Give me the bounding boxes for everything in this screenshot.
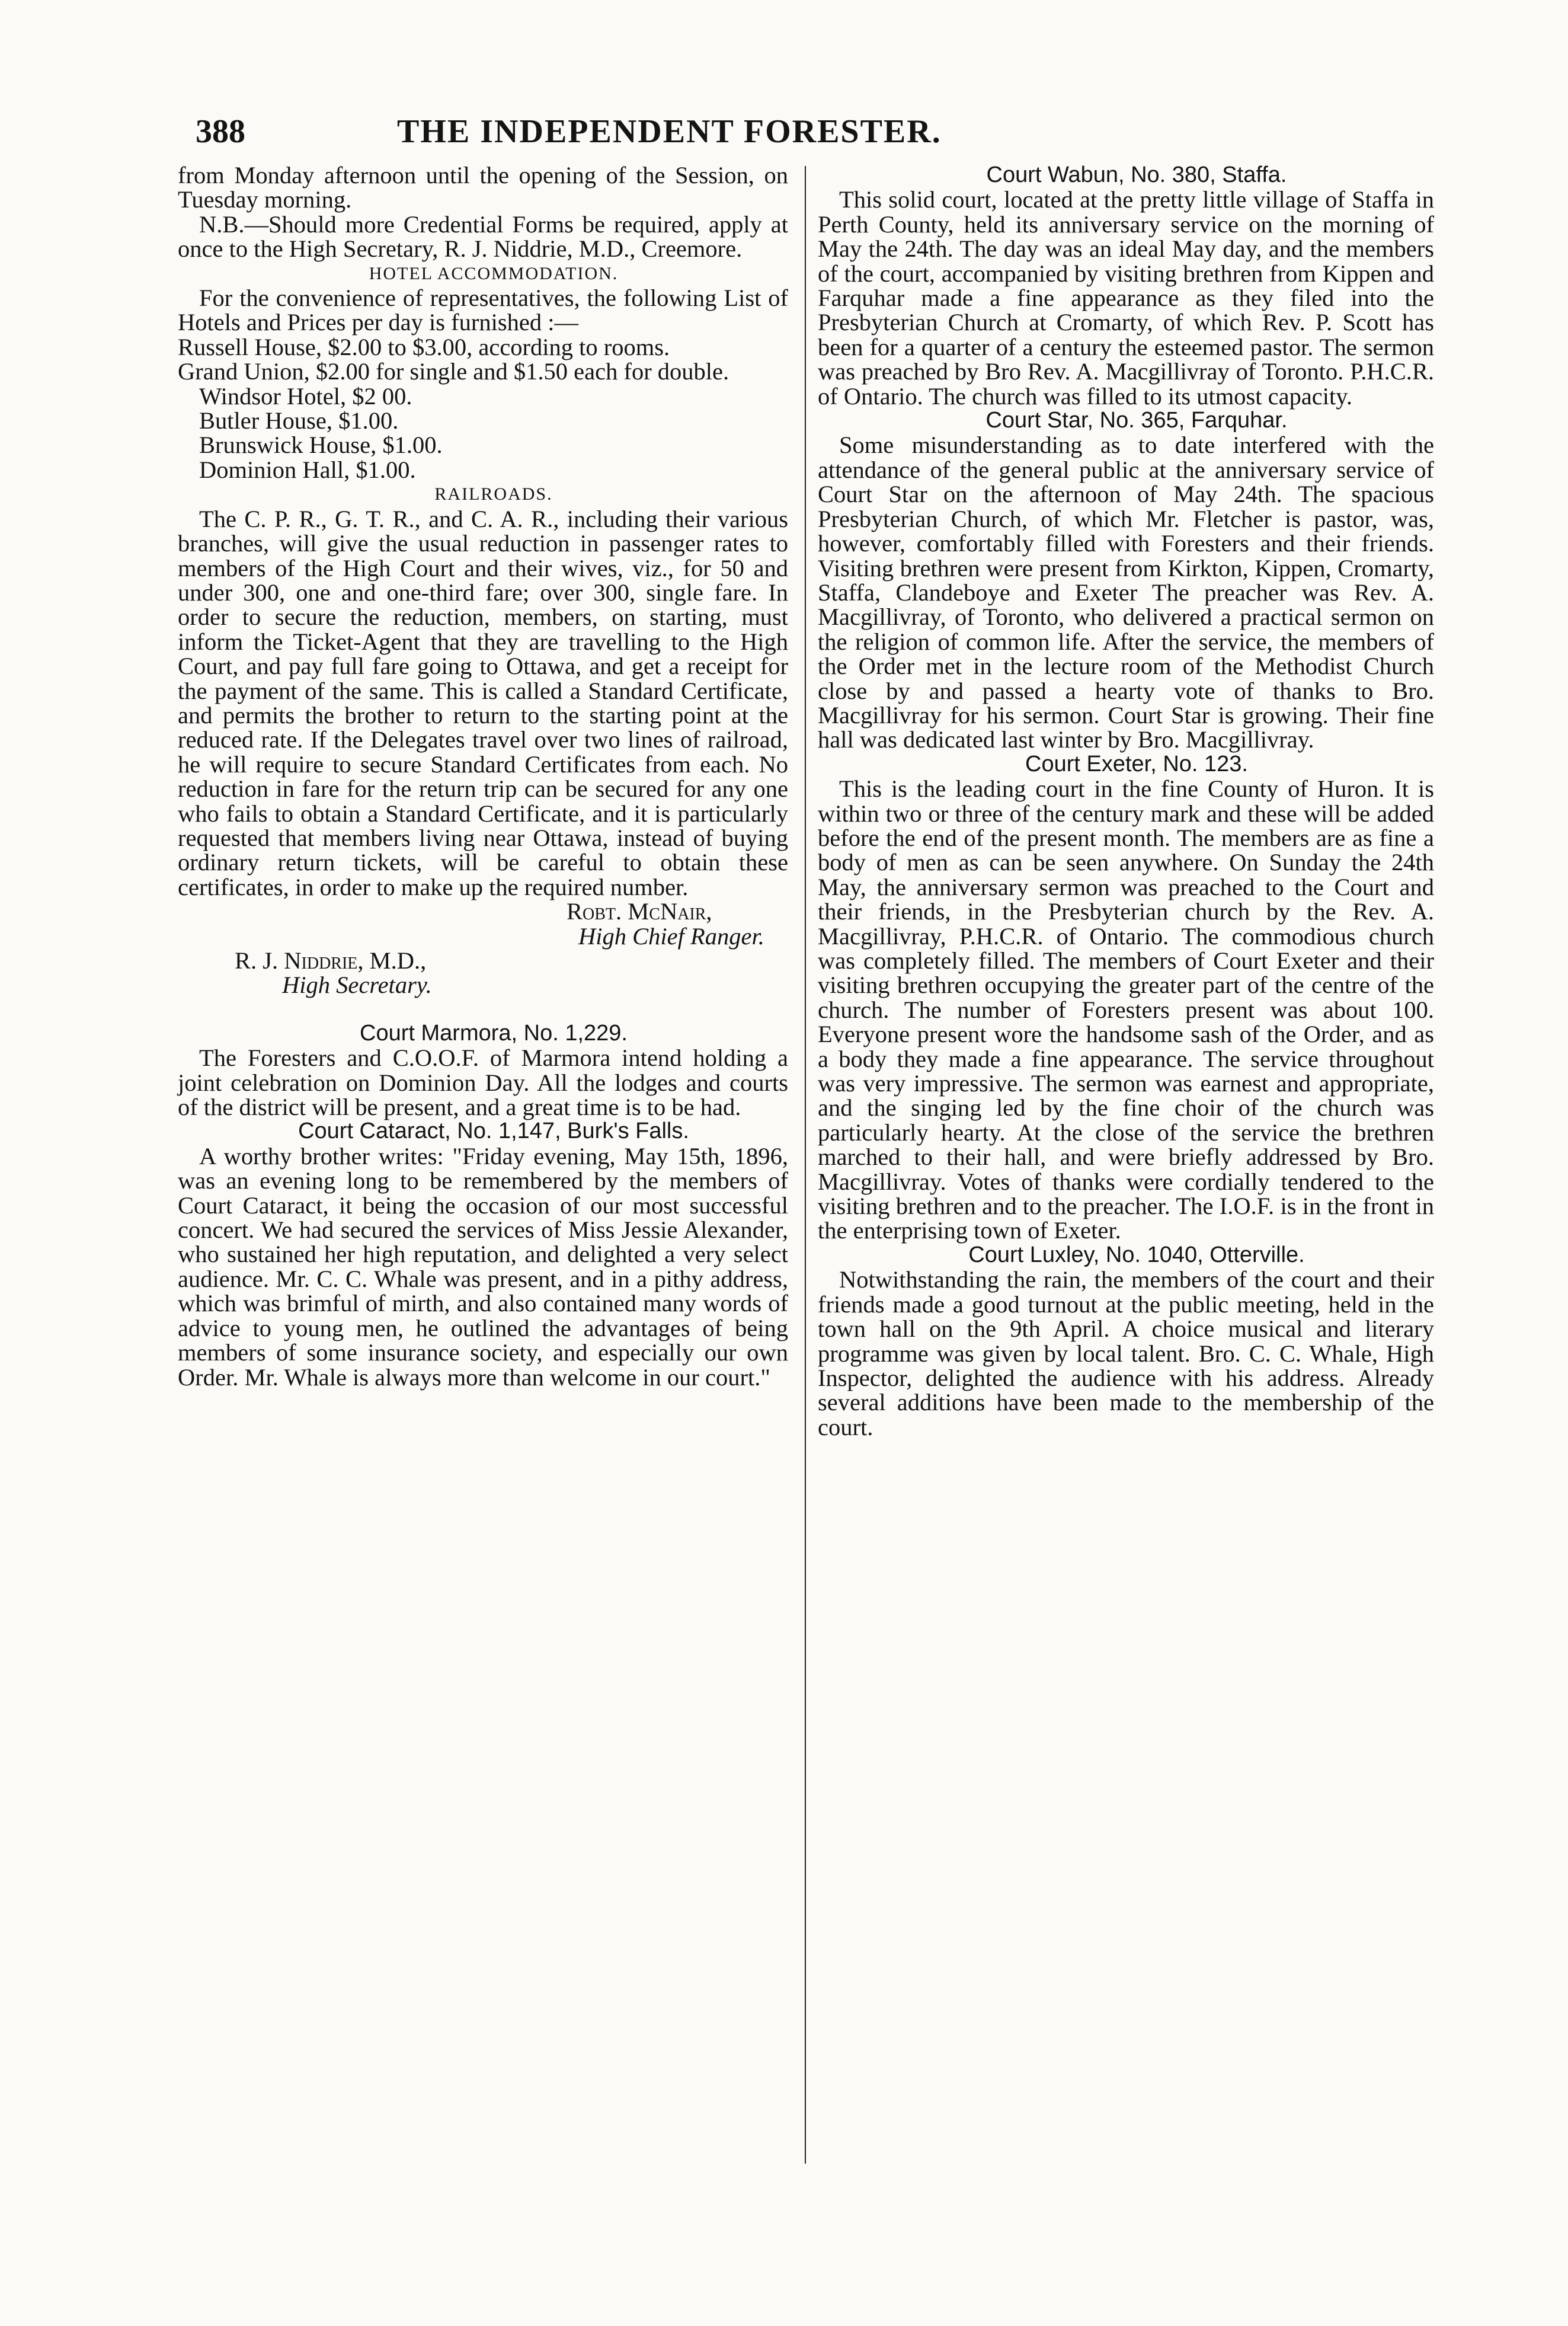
journal-title: THE INDEPENDENT FORESTER. — [397, 113, 942, 150]
column-divider — [805, 166, 806, 2164]
page-number: 388 — [196, 113, 245, 150]
court-heading: Court Star, No. 365, Farquhar. — [985, 408, 1288, 433]
signature-name: Robt. McNair, — [567, 898, 712, 925]
signature-title: High Chief Ranger. — [578, 922, 764, 950]
paragraph: This is the leading court in the fine County of Huron. It is within two or three of the century mark and these will be added before the end of the present month. The members are as fine a body of men as can be seen anywhere. On Sunday the 24th May, the anniversary sermon was preached to the Court and their friends, in the Presbyterian church by the Rev. A. Macgillivray, P.H.C.R. of Ontario. The commodious church was completely filled. The members of Court Exeter and their visiting brethren occupying the greater part of the centre of the church. The number of Foresters present was about 100. Everyone present wore the handsome sash of the Order, and as a body they made a fine appearance. The service throughout was very impressive. The sermon was earnest and appropriate, and the singing led by the fine choir of the church was particularly hearty. At the close of the service the brethren marched to their hall, and were briefly addressed by Bro. Macgillivray. Votes of thanks were cordially tendered to the visiting brethren and to the preacher. The I.O.F. is in the front in the enterprising town of Exeter. — [818, 775, 1434, 1244]
hotel-item: Russell House, $2.00 to $3.00, according to rooms. — [178, 333, 670, 360]
court-heading: Court Luxley, No. 1040, Otterville. — [968, 1242, 1305, 1267]
paragraph: from Monday afternoon until the opening of the Session, on Tuesday morning. — [178, 162, 788, 213]
signature-name: R. J. Niddrie, M.D., — [235, 947, 427, 974]
court-heading: Court Cataract, No. 1,147, Burk's Falls. — [298, 1119, 689, 1144]
hotel-item: Grand Union, $2.00 for single and $1.50 each for double. — [178, 358, 729, 385]
court-heading: Court Exeter, No. 123. — [1025, 751, 1248, 777]
paragraph: This solid court, located at the pretty little village of Staffa in Perth County, held its anniversary service on the morning of May the 24th. The day was an ideal May day, and the members of the court, accompanied by visiting brethren from Kippen and Farquhar made a fine appearance as they filed into the Presbyterian Church at Cromarty, of which Rev. P. Scott has been for a quarter of a century the esteemed pastor. The sermon was preached by Bro Rev. A. Macgillivray of Toronto. P.H.C.R. of Ontario. The church was filled to its utmost capacity. — [818, 186, 1434, 410]
paragraph: The Foresters and C.O.O.F. of Marmora intend holding a joint celebration on Dominion Day. All the lodges and courts of the district will be present, and a great time is to be had. — [178, 1044, 788, 1121]
paragraph: The C. P. R., G. T. R., and C. A. R., including their various branches, will give the usual reduction in passenger rates to members of the High Court and their wives, viz., for 50 and under 300, one and one-third fare; over 300, single fare. In order to secure the reduction, members, on starting, must inform the Ticket-Agent that they are travelling to the High Court, and pay full fare going to Ottawa, and get a receipt for the payment of the same. This is called a Standard Certificate, and permits the brother to return to the starting point at the reduced rate. If the Delegates travel over two lines of railroad, he will require to secure Standard Certificates from each. No reduction in fare for the return trip can be secured for any one who fails to obtain a Standard Certificate, and it is particularly requested that members living near Ottawa, instead of buying ordinary return tickets, will be careful to obtain these certificates, in order to make up the required number. — [178, 505, 788, 900]
paragraph: N.B.—Should more Credential Forms be required, apply at once to the High Secretary, R. J. Niddrie, M.D., Creemore. — [178, 210, 788, 263]
signature-title: High Secretary. — [282, 972, 432, 999]
court-heading: Court Wabun, No. 380, Staffa. — [986, 162, 1287, 187]
section-heading: RAILROADS. — [434, 484, 553, 504]
running-header — [196, 113, 1375, 160]
hotel-item: Windsor Hotel, $2 00. — [199, 382, 412, 410]
paragraph: A worthy brother writes: "Friday evening, May 15th, 1896, was an evening long to be remembered by the members of Court Cataract, it being the occasion of our most successful concert. We had secured the services of Miss Jessie Alexander, who sustained her high reputation, and delighted a very select audience. Mr. C. C. Whale was present, and in a pithy address, which was brimful of mirth, and also contained many words of advice to young men, he outlined the advantages of being members of some insurance society, and especially our own Order. Mr. Whale is always more than welcome in our court." — [178, 1142, 788, 1391]
paragraph: Some misunderstanding as to date interfered with the attendance of the general public at the anniversary service of Court Star on the afternoon of May 24th. The spacious Presbyterian Church, of which Mr. Fletcher is pastor, was, however, comfortably filled with Foresters and their friends. Visiting brethren were present from Kirkton, Kippen, Cromarty, Staffa, Clandeboye and Exeter The preacher was Rev. A. Macgillivray, of Toronto, who delivered a practical sermon on the religion of common life. After the service, the members of the Order met in the lecture room of the Methodist Church close by and passed a hearty vote of thanks to Bro. Macgillivray for his sermon. Court Star is growing. Their fine hall was dedicated last winter by Bro. Macgillivray. — [818, 432, 1434, 753]
hotel-item: Brunswick House, $1.00. — [199, 432, 443, 459]
hotel-item: Dominion Hall, $1.00. — [199, 456, 416, 483]
paragraph: Notwithstanding the rain, the members of the court and their friends made a good turnout at the public meeting, held in the town hall on the 9th April. A choice musical and literary programme was given by local talent. Bro. C. C. Whale, High Inspector, delighted the audience with his address. Already several additions have been made to the membership of the court. — [818, 1266, 1434, 1440]
section-heading: HOTEL ACCOMMODATION. — [369, 263, 619, 283]
hotel-item: Butler House, $1.00. — [199, 407, 399, 434]
left-column — [178, 163, 788, 1389]
paragraph: For the convenience of representatives, the following List of Hotels and Prices per day is furnished :— — [178, 285, 788, 336]
court-heading: Court Marmora, No. 1,229. — [360, 1020, 628, 1046]
right-column — [818, 163, 1434, 1439]
